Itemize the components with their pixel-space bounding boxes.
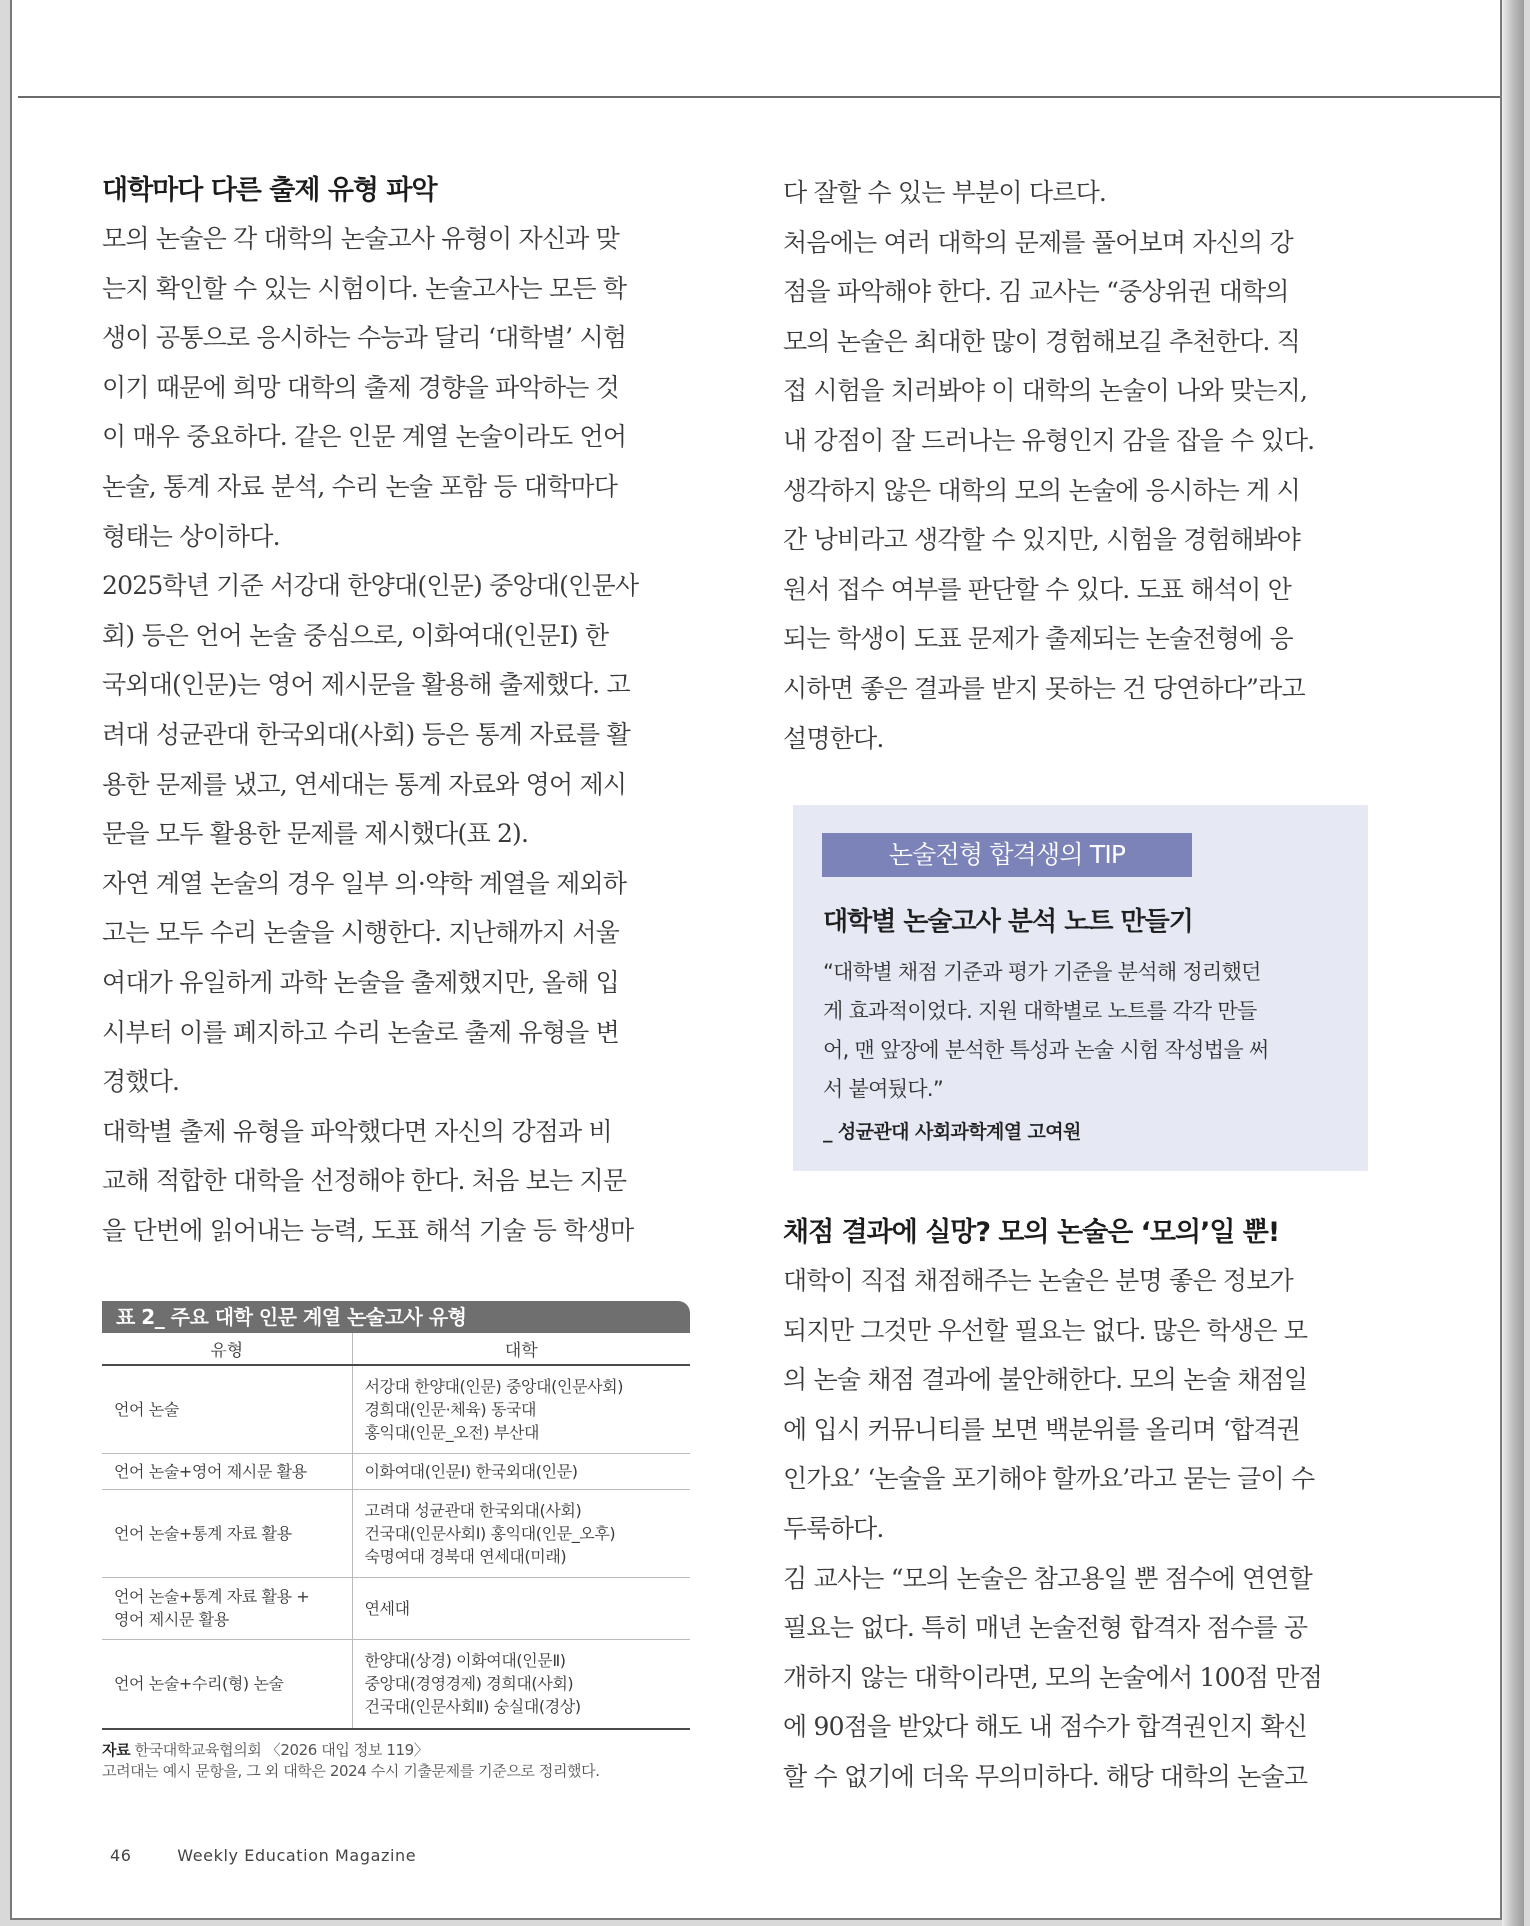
tip-quote	[823, 953, 1343, 1109]
tip-quote-line: 어, 맨 앞장에 분석한 특성과 논술 시험 작성법을 써	[823, 1038, 1269, 1062]
text-line: 시부터 이를 폐지하고 수리 논술로 출제 유형을 변	[102, 1017, 620, 1047]
type-table	[102, 1333, 690, 1730]
text-line: 점을 파악해야 한다. 김 교사는 “중상위권 대학의	[783, 277, 1289, 307]
table-row	[102, 1577, 690, 1639]
type-line: 언어 논술	[114, 1399, 179, 1419]
text-line: 교해 적합한 대학을 선정해야 한다. 처음 보는 지문	[102, 1166, 627, 1196]
text-line: 처음에는 여러 대학의 문제를 풀어보며 자신의 강	[783, 227, 1293, 257]
type-cell	[102, 1453, 352, 1489]
univ-line: 건국대(인문사회Ⅱ) 숭실대(경상)	[364, 1697, 581, 1717]
tip-quote-line: “대학별 채점 기준과 평가 기준을 분석해 정리했던	[823, 960, 1261, 984]
right-body-text	[783, 168, 1369, 763]
univ-line: 경희대(인문·체육) 동국대	[364, 1399, 537, 1419]
tip-label: 논술전형 합격생의 TIP	[822, 833, 1192, 877]
text-line: 용한 문제를 냈고, 연세대는 통계 자료와 영어 제시	[102, 769, 627, 799]
text-line: 되는 학생이 도표 문제가 출제되는 논술전형에 응	[783, 624, 1293, 654]
text-line: 을 단번에 읽어내는 능력, 도표 해석 기술 등 학생마	[102, 1215, 634, 1245]
univ-line: 연세대	[364, 1598, 410, 1618]
text-line: 자연 계열 논술의 경우 일부 의·약학 계열을 제외하	[102, 868, 627, 898]
page-edge-shadow	[1502, 0, 1524, 1926]
text-line: 모의 논술은 각 대학의 논술고사 유형이 자신과 맞	[102, 224, 620, 253]
type-cell	[102, 1489, 352, 1577]
text-line: 다 잘할 수 있는 부분이 다르다.	[783, 178, 1107, 207]
text-line: 에 90점을 받았다 해도 내 점수가 합격권인지 확신	[783, 1712, 1307, 1742]
text-line: 할 수 없기에 더욱 무의미하다. 해당 대학의 논술고	[783, 1761, 1308, 1791]
text-line: 모의 논술은 최대한 많이 경험해보길 추천한다. 직	[783, 326, 1301, 356]
type-line: 언어 논술+통계 자료 활용	[114, 1523, 292, 1543]
text-line: 에 입시 커뮤니티를 보면 백분위를 올리며 ‘합격권	[783, 1414, 1301, 1444]
text-line: 접 시험을 치러봐야 이 대학의 논술이 나와 맞는지,	[783, 376, 1308, 406]
univ-line: 건국대(인문사회Ⅰ) 홍익대(인문_오후)	[364, 1523, 616, 1543]
text-line: 경했다.	[102, 1067, 180, 1097]
univ-line: 숙명여대 경북대 연세대(미래)	[364, 1546, 567, 1566]
paragraph	[102, 859, 690, 1107]
text-line: 김 교사는 “모의 논술은 참고용일 뿐 점수에 연연할	[783, 1563, 1313, 1593]
source-note: 고려대는 예시 문항을, 그 외 대학은 2024 수시 기출문제를 기준으로 정리했다.	[102, 1762, 600, 1780]
text-line: 대학별 출제 유형을 파악했다면 자신의 강점과 비	[102, 1116, 612, 1146]
left-body-text	[102, 214, 690, 1255]
source-text: 한국대학교육협의회 〈2026 대입 정보 119〉	[134, 1741, 429, 1759]
univ-cell	[352, 1453, 690, 1489]
text-line: 회) 등은 언어 논술 중심으로, 이화여대(인문Ⅰ) 한	[102, 620, 609, 650]
type-line: 언어 논술+영어 제시문 활용	[114, 1461, 307, 1481]
paragraph	[102, 1107, 690, 1256]
univ-line: 중앙대(경영경제) 경희대(사회)	[364, 1674, 574, 1694]
text-line: 이기 때문에 희망 대학의 출제 경향을 파악하는 것	[102, 372, 620, 402]
text-line: 필요는 없다. 특히 매년 논술전형 합격자 점수를 공	[783, 1613, 1308, 1643]
page-number: 46	[110, 1846, 132, 1865]
source-label: 자료	[102, 1741, 131, 1759]
type-line: 언어 논술+수리(형) 논술	[114, 1674, 284, 1694]
text-line: 논술, 통계 자료 분석, 수리 논술 포함 등 대학마다	[102, 471, 618, 501]
tip-box	[793, 805, 1368, 1171]
table-2	[102, 1301, 690, 1782]
type-line: 영어 제시문 활용	[114, 1610, 229, 1629]
page-footer	[110, 1846, 416, 1865]
univ-line: 서강대 한양대(인문) 중앙대(인문사회)	[364, 1376, 624, 1396]
tip-quote-line: 서 붙여뒀다.”	[823, 1077, 944, 1101]
text-line: 두룩하다.	[783, 1513, 884, 1543]
text-line: 설명한다.	[783, 723, 884, 753]
top-rule	[18, 96, 1500, 98]
type-cell	[102, 1365, 352, 1453]
text-line: 되지만 그것만 우선할 필요는 없다. 많은 학생은 모	[783, 1315, 1308, 1345]
text-line: 대학이 직접 채점해주는 논술은 분명 좋은 정보가	[783, 1266, 1293, 1295]
univ-line: 고려대 성균관대 한국외대(사회)	[364, 1500, 582, 1520]
left-column	[102, 168, 690, 1255]
table-row	[102, 1453, 690, 1489]
text-line: 개하지 않는 대학이라면, 모의 논술에서 100점 만점	[783, 1662, 1322, 1692]
right-body-text-2	[783, 1256, 1369, 1802]
table-row	[102, 1639, 690, 1729]
text-line: 내 강점이 잘 드러나는 유형인지 감을 잡을 수 있다.	[783, 425, 1315, 455]
table-row	[102, 1365, 690, 1453]
tip-quote-line: 게 효과적이었다. 지원 대학별로 노트를 각각 만들	[823, 999, 1257, 1023]
section-heading-2: 채점 결과에 실망? 모의 논술은 ‘모의’일 뿐!	[783, 1217, 1280, 1248]
table-row	[102, 1489, 690, 1577]
text-line: 의 논술 채점 결과에 불안해한다. 모의 논술 채점일	[783, 1365, 1308, 1395]
type-line: 언어 논술+통계 자료 활용 +	[114, 1587, 310, 1606]
paragraph	[783, 168, 1369, 218]
paragraph	[783, 1554, 1369, 1802]
right-section-2	[783, 1210, 1369, 1802]
paragraph	[102, 214, 690, 561]
univ-line: 이화여대(인문Ⅰ) 한국외대(인문)	[364, 1461, 578, 1481]
text-line: 인가요’ ‘논술을 포기해야 할까요’라고 묻는 글이 수	[783, 1464, 1315, 1494]
paragraph	[102, 561, 690, 859]
text-line: 국외대(인문)는 영어 제시문을 활용해 출제했다. 고	[102, 670, 630, 700]
header-univ: 대학	[352, 1333, 690, 1365]
right-column	[783, 168, 1369, 763]
text-line: 는지 확인할 수 있는 시험이다. 논술고사는 모든 학	[102, 273, 627, 303]
text-line: 형태는 상이하다.	[102, 521, 280, 551]
magazine-name: Weekly Education Magazine	[177, 1846, 417, 1865]
text-line: 시하면 좋은 결과를 받지 못하는 건 당연하다”라고	[783, 673, 1305, 703]
text-line: 생각하지 않은 대학의 모의 논술에 응시하는 게 시	[783, 475, 1301, 505]
tip-author: _ 성균관대 사회과학계열 고여원	[823, 1121, 1081, 1143]
header-type: 유형	[102, 1333, 352, 1365]
univ-cell	[352, 1365, 690, 1453]
text-line: 원서 접수 여부를 판단할 수 있다. 도표 해석이 안	[783, 574, 1291, 604]
text-line: 려대 성균관대 한국외대(사회) 등은 통계 자료를 활	[102, 719, 630, 749]
tip-title: 대학별 논술고사 분석 노트 만들기	[823, 907, 1193, 937]
section-heading: 대학마다 다른 출제 유형 파악	[102, 175, 437, 206]
paragraph	[783, 1256, 1369, 1554]
univ-cell	[352, 1639, 690, 1729]
univ-cell	[352, 1577, 690, 1639]
text-line: 2025학년 기준 서강대 한양대(인문) 중앙대(인문사	[102, 571, 639, 601]
univ-line: 한양대(상경) 이화여대(인문Ⅱ)	[364, 1651, 566, 1671]
text-line: 여대가 유일하게 과학 논술을 출제했지만, 올해 입	[102, 967, 620, 997]
text-line: 생이 공통으로 응시하는 수능과 달리 ‘대학별’ 시험	[102, 323, 627, 353]
table-source	[102, 1740, 690, 1782]
paragraph	[783, 218, 1369, 764]
text-line: 이 매우 중요하다. 같은 인문 계열 논술이라도 언어	[102, 422, 627, 452]
univ-cell	[352, 1489, 690, 1577]
text-line: 고는 모두 수리 논술을 시행한다. 지난해까지 서울	[102, 918, 620, 948]
table-title: 표 2_ 주요 대학 인문 계열 논술고사 유형	[102, 1301, 690, 1333]
text-line: 문을 모두 활용한 문제를 제시했다(표 2).	[102, 819, 529, 849]
type-cell	[102, 1577, 352, 1639]
text-line: 간 낭비라고 생각할 수 있지만, 시험을 경험해봐야	[783, 525, 1301, 555]
type-cell	[102, 1639, 352, 1729]
univ-line: 홍익대(인문_오전) 부산대	[364, 1422, 540, 1442]
